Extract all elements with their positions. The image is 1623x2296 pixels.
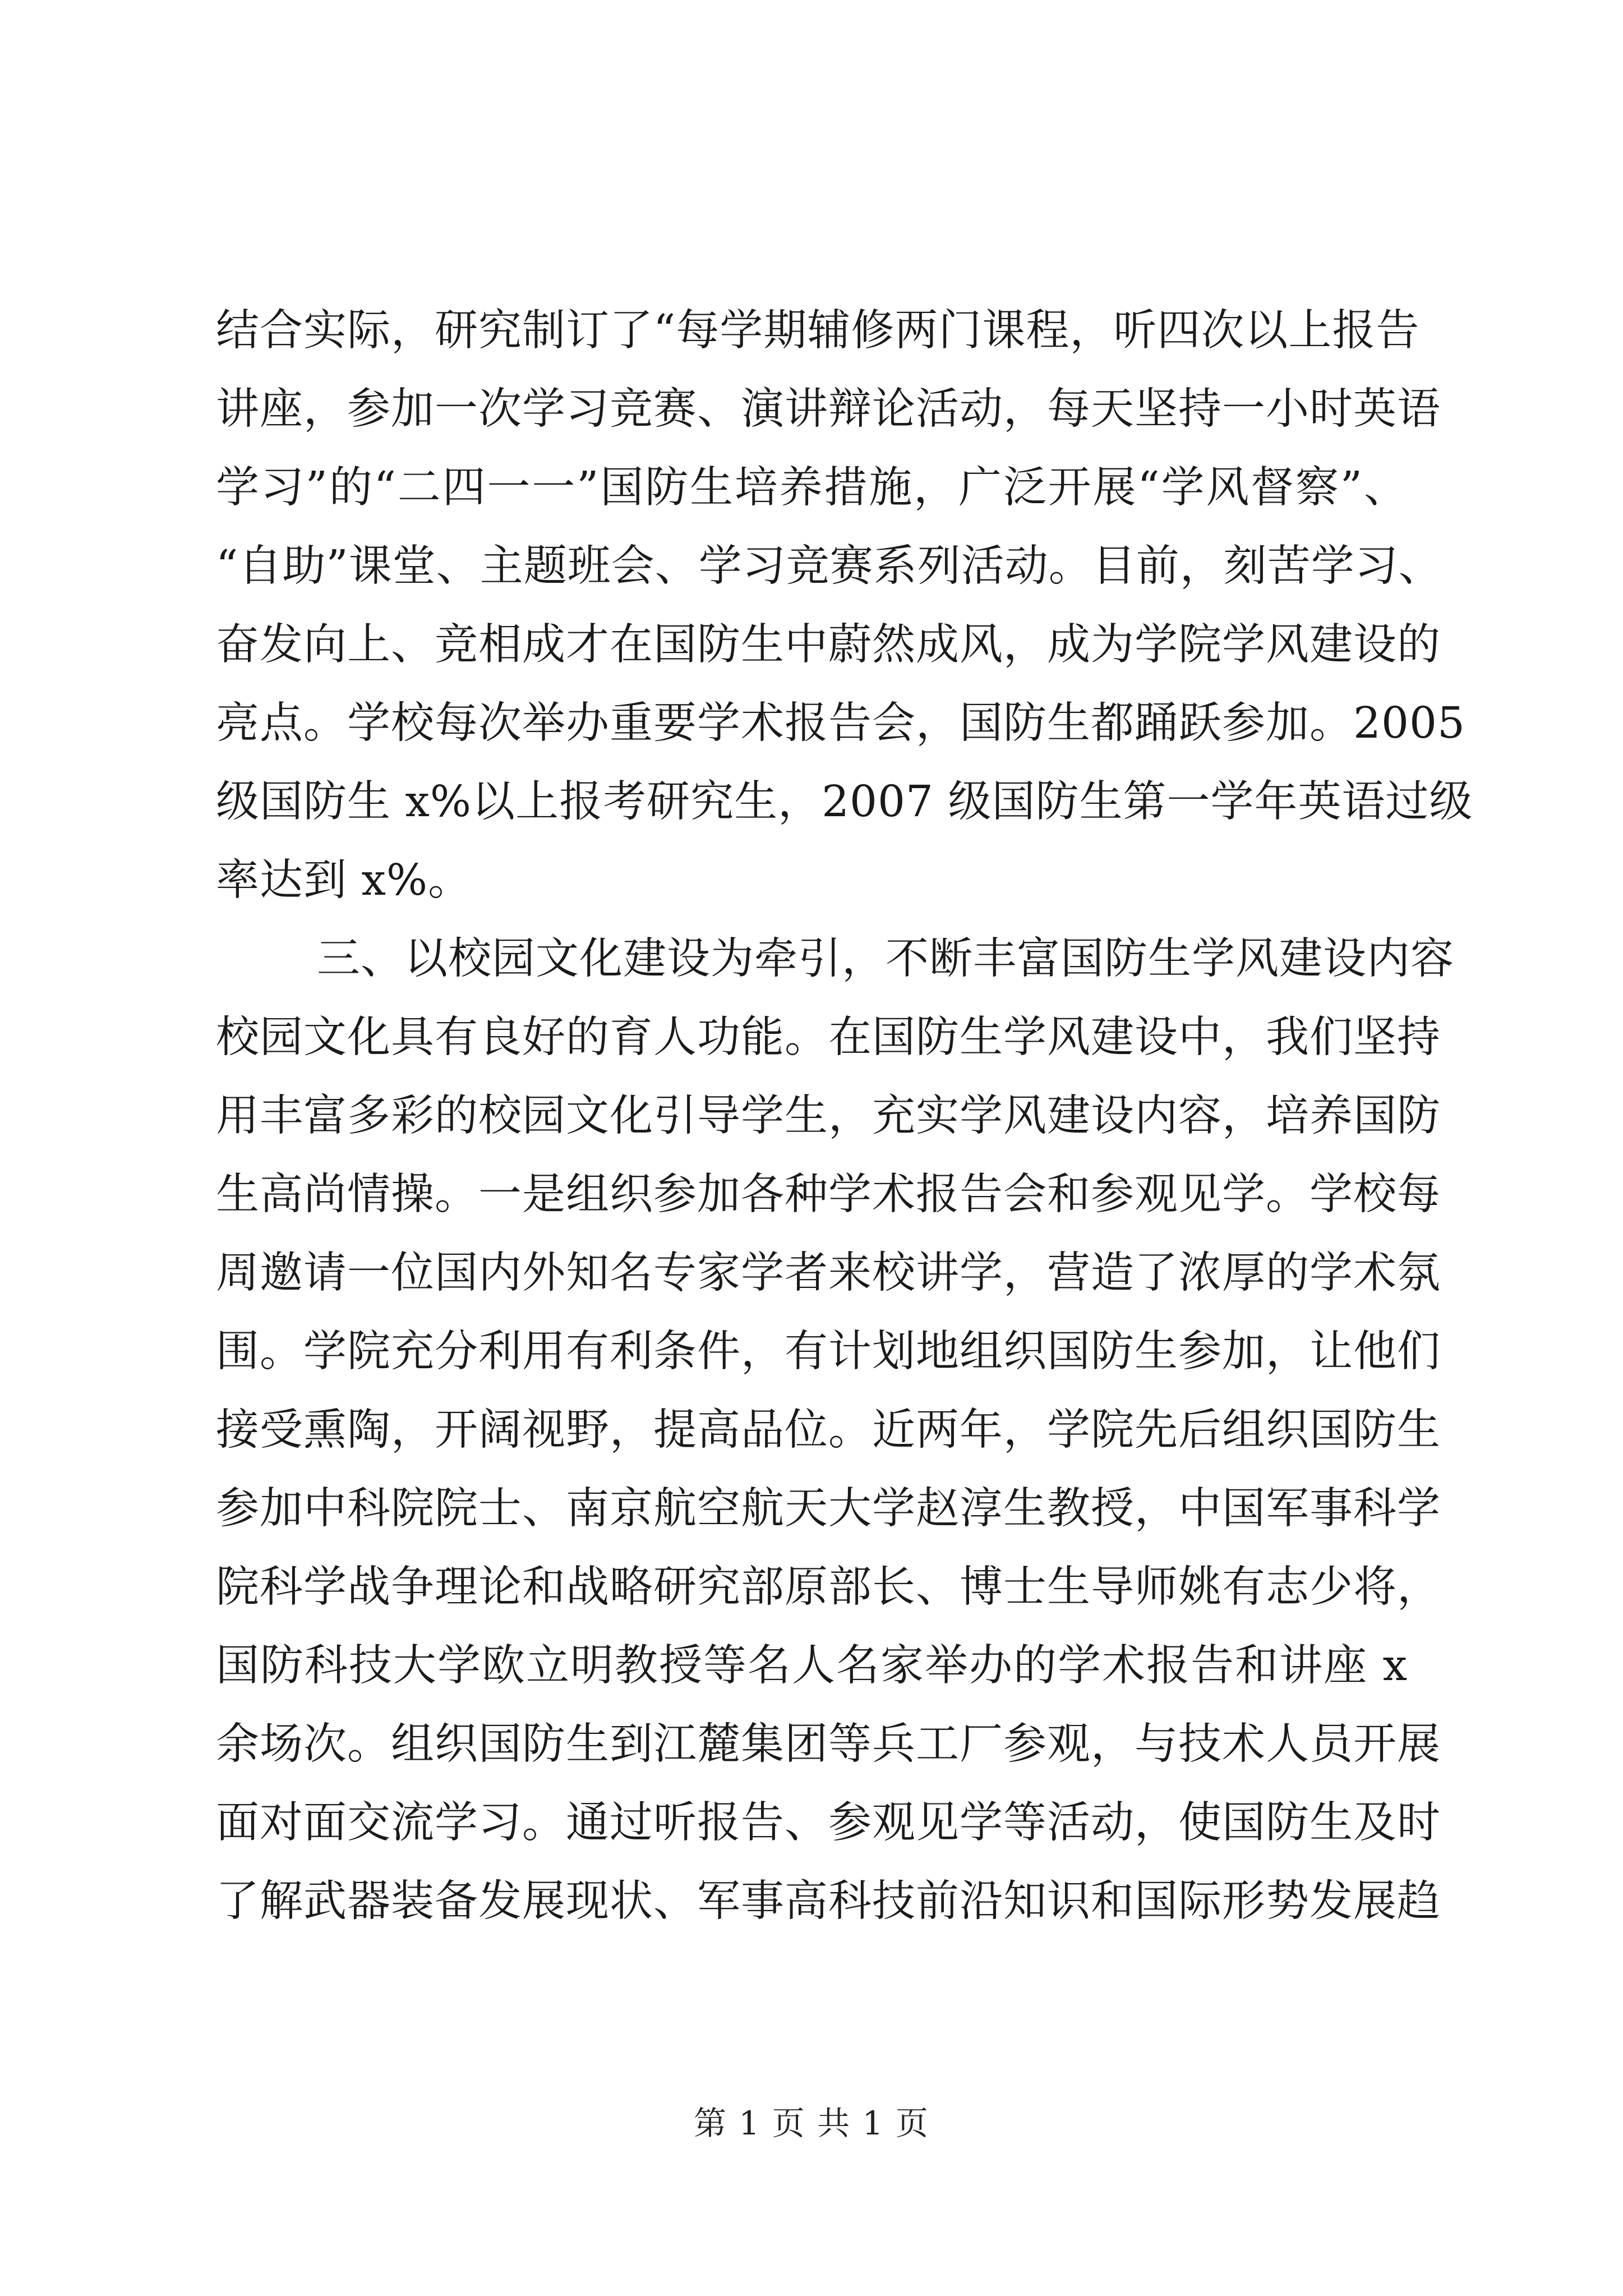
text-line: “自助”课堂、主题班会、学习竞赛系列活动。目前，刻苦学习、 [216,541,1442,591]
text-line: 周邀请一位国内外知名专家学者来校讲学，营造了浓厚的学术氛 [216,1248,1441,1298]
text-line: 了解武器装备发展现状、军事高科技前沿知识和国际形势发展趋 [216,1876,1441,1926]
text-line: 参加中科院院士、南京航空航天大学赵淳生教授，中国军事科学 [216,1484,1441,1534]
text-line: 校园文化具有良好的育人功能。在国防生学风建设中，我们坚持 [216,1013,1441,1062]
text-line: 学习”的“二四一一”国防生培养措施，广泛开展“学风督察”、 [216,463,1408,513]
text-line: 院科学战争理论和战略研究部原部长、博士生导师姚有志少将， [216,1562,1441,1612]
text-line: 围。学院充分利用有利条件，有计划地组织国防生参加，让他们 [216,1327,1441,1377]
section-heading: 三、以校园文化建设为牵引，不断丰富国防生学风建设内容 [317,934,1454,984]
text-line: 生高尚情操。一是组织参加各种学术报告会和参观见学。学校每 [216,1170,1441,1220]
text-line: 结合实际，研究制订了“每学期辅修两门课程，听四次以上报告 [216,306,1420,356]
text-line: 接受熏陶，开阔视野，提高品位。近两年，学院先后组织国防生 [216,1405,1441,1455]
text-line: 亮点。学校每次举办重要学术报告会，国防生都踊跃参加。2005 [216,698,1465,748]
text-line: 用丰富多彩的校园文化引导学生，充实学风建设内容，培养国防 [216,1091,1441,1141]
text-line: 讲座，参加一次学习竞赛、演讲辩论活动，每天坚持一小时英语 [216,384,1441,434]
text-line: 奋发向上、竞相成才在国防生中蔚然成风，成为学院学风建设的 [216,620,1441,670]
page-number-footer: 第 1 页 共 1 页 [694,2104,929,2142]
text-line: 级国防生 x%以上报考研究生，2007 级国防生第一学年英语过级 [216,777,1473,827]
text-line: 国防科技大学欧立明教授等名人名家举办的学术报告和讲座 x [216,1641,1408,1691]
text-line: 余场次。组织国防生到江麓集团等兵工厂参观，与技术人员开展 [216,1719,1441,1769]
text-line: 率达到 x%。 [216,855,472,905]
text-line: 面对面交流学习。通过听报告、参观见学等活动，使国防生及时 [216,1798,1441,1848]
